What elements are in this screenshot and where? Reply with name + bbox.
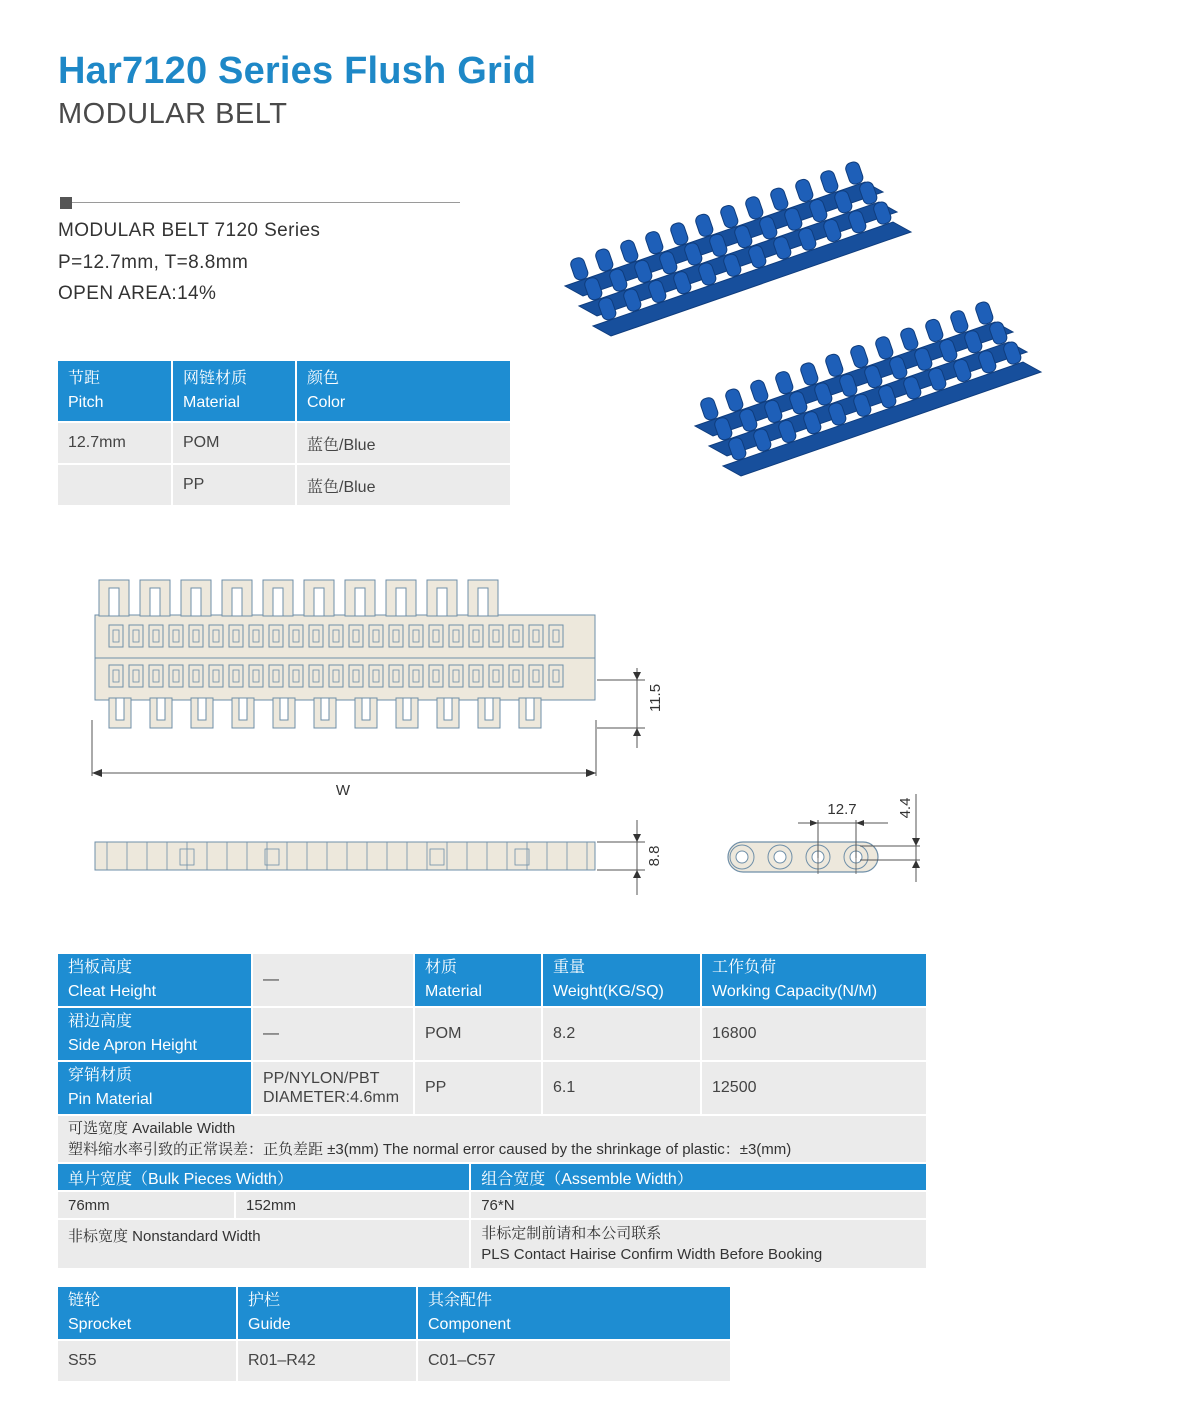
link-profile-drawing [720, 790, 950, 890]
header-guide: 护栏 Guide [238, 1287, 416, 1339]
cell-pitch [58, 465, 171, 505]
header-pitch: 节距 Pitch [58, 361, 171, 421]
table-row [58, 1341, 730, 1381]
cell-assemble: 76*N [471, 1192, 926, 1218]
page-subtitle: MODULAR BELT [58, 98, 288, 130]
cell-pitch: 12.7mm [58, 423, 171, 463]
header-material: 网链材质 Material [173, 361, 295, 421]
cell-material: PP [173, 465, 295, 505]
cell-bulk-1: 76mm [58, 1192, 234, 1218]
dim-thickness-label: 8.8 [646, 845, 663, 867]
belt-product-image [555, 110, 1075, 490]
header-capacity: 工作负荷 Working Capacity(N/M) [702, 954, 926, 1006]
header-weight: 重量 Weight(KG/SQ) [543, 954, 700, 1006]
cell-material: POM [173, 423, 295, 463]
cell-sprocket: S55 [58, 1341, 236, 1381]
top-view-drawing [85, 570, 685, 800]
section-divider [72, 202, 460, 203]
accessory-table [56, 1285, 732, 1383]
table-row [58, 1192, 926, 1218]
header-cleat-height: 挡板高度 Cleat Height [58, 954, 251, 1006]
table-row [58, 465, 510, 505]
cell-capacity: 16800 [702, 1008, 926, 1060]
header-color: 颜色 Color [297, 361, 510, 421]
cell-nonstandard-label: 非标宽度 Nonstandard Width [58, 1220, 469, 1268]
belt-piece-upper [565, 160, 911, 336]
header-assemble-width: 组合宽度（Assemble Width） [471, 1164, 926, 1190]
header-material: 材质 Material [415, 954, 541, 1006]
table-row [58, 1220, 926, 1268]
header-pin-material: 穿销材质 Pin Material [58, 1062, 251, 1114]
cell-weight: 8.2 [543, 1008, 700, 1060]
cell-material: POM [415, 1008, 541, 1060]
cell-guide: R01–R42 [238, 1341, 416, 1381]
cell-side-apron: — [253, 1008, 413, 1060]
header-component: 其余配件 Component [418, 1287, 730, 1339]
cell-component: C01–C57 [418, 1341, 730, 1381]
spec-open-area: OPEN AREA:14% [58, 283, 217, 304]
side-view-drawing [85, 815, 685, 900]
header-side-apron: 裙边高度 Side Apron Height [58, 1008, 251, 1060]
cell-nonstandard-note: 非标定制前请和本公司联系 PLS Contact Hairise Confirm Width Before Booking [471, 1220, 926, 1268]
available-width-note: 可选宽度 Available Width 塑料缩水率引致的正常误差：正负差距 ±3(mm) The normal error caused by the shrinkage of plastic：±3(mm) [58, 1116, 926, 1162]
cell-bulk-2: 152mm [236, 1192, 469, 1218]
header-sprocket: 链轮 Sprocket [58, 1287, 236, 1339]
cell-material: PP [415, 1062, 541, 1114]
dim-width-label: W [335, 782, 351, 799]
cell-pin-material: PP/NYLON/PBT DIAMETER:4.6mm [253, 1062, 413, 1114]
dim-pin-label: 4.4 [897, 797, 914, 819]
section-marker [60, 197, 72, 209]
spec-table [56, 952, 928, 1164]
table-row [58, 423, 510, 463]
page-title: Har7120 Series Flush Grid [58, 50, 537, 92]
dim-height-label: 11.5 [647, 683, 664, 713]
spec-pitch-thickness: P=12.7mm, T=8.8mm [58, 252, 249, 273]
dim-pitch-label: 12.7 [827, 801, 857, 818]
table-row [58, 1062, 926, 1114]
belt-piece-lower [695, 300, 1041, 476]
header-bulk-width: 单片宽度（Bulk Pieces Width） [58, 1164, 469, 1190]
table-row [58, 1008, 926, 1060]
width-table [56, 1162, 928, 1270]
cell-weight: 6.1 [543, 1062, 700, 1114]
cell-color: 蓝色/Blue [297, 465, 510, 505]
spec-series: MODULAR BELT 7120 Series [58, 220, 321, 241]
material-table [56, 359, 512, 507]
cell-cleat-height: — [253, 954, 413, 1006]
cell-capacity: 12500 [702, 1062, 926, 1114]
cell-color: 蓝色/Blue [297, 423, 510, 463]
